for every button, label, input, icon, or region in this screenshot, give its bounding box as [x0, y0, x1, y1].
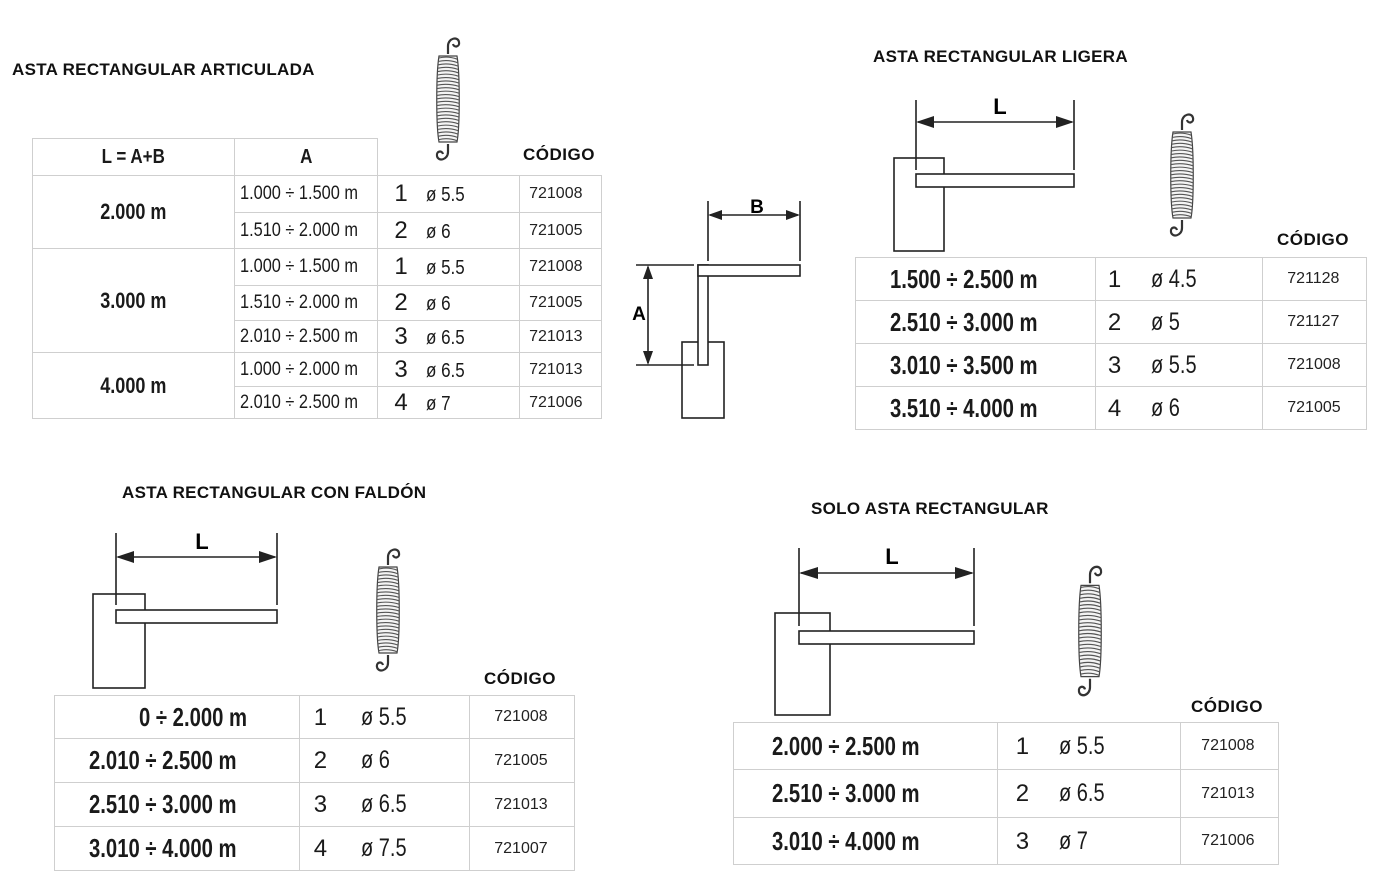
table-row: [856, 387, 1367, 430]
spring-number: 4: [1107, 394, 1122, 422]
diameter-value: ø 6.5: [1059, 779, 1105, 807]
table-row: [33, 353, 602, 387]
diameter-value: ø 6: [361, 746, 391, 774]
ligera-diagram: [890, 90, 1090, 255]
code-value: 721006: [529, 393, 583, 411]
label-l: L: [993, 94, 1007, 119]
label-a: A: [632, 304, 646, 325]
header-l-cell: [33, 139, 235, 176]
table-row: [856, 258, 1367, 301]
table-row: [856, 344, 1367, 387]
spring-number: 3: [394, 322, 408, 350]
label-b: B: [750, 197, 764, 218]
range-value: 2.510 ÷ 3.000 m: [89, 789, 237, 819]
spring-number: 4: [394, 388, 408, 416]
spring-number: 1: [1015, 732, 1030, 760]
label-l: L: [885, 544, 899, 569]
range-value: 1.000 ÷ 1.500 m: [240, 256, 359, 277]
diameter-value: ø 6: [1151, 393, 1181, 422]
range-value: 1.510 ÷ 2.000 m: [240, 219, 359, 241]
length-value: 2.000 m: [100, 199, 167, 224]
range-value: 2.000 ÷ 2.500 m: [772, 730, 920, 761]
code-value: 721005: [529, 294, 583, 311]
table-row: [55, 783, 575, 827]
ligera-title: ASTA RECTANGULAR LIGERA: [873, 47, 1128, 66]
code-value: 721013: [494, 795, 548, 813]
code-value: 721008: [1201, 737, 1255, 754]
faldon-title: ASTA RECTANGULAR CON FALDÓN: [122, 483, 427, 502]
ligera-codigo-label: CÓDIGO: [1277, 230, 1349, 249]
spring-icon: [1072, 562, 1108, 700]
code-value: 721005: [529, 221, 583, 239]
spring-number: 2: [394, 289, 408, 316]
diameter-value: ø 5.5: [425, 184, 465, 206]
code-value: 721007: [494, 839, 548, 857]
range-value: 2.010 ÷ 2.500 m: [240, 325, 359, 347]
range-value: 0 ÷ 2.000 m: [139, 701, 248, 732]
articulada-codigo-label: CÓDIGO: [523, 145, 595, 164]
table-row: [856, 301, 1367, 344]
diameter-value: ø 6: [425, 293, 451, 315]
diameter-value: ø 5.5: [361, 702, 407, 731]
spring-number: 2: [1015, 780, 1030, 807]
range-value: 1.000 ÷ 1.500 m: [240, 183, 359, 204]
code-value: 721127: [1287, 313, 1340, 330]
table-row: [734, 770, 1279, 818]
spring-number: 1: [313, 703, 328, 731]
spring-number: 1: [394, 253, 408, 280]
diameter-value: ø 6: [425, 220, 451, 243]
header-a: A: [300, 145, 313, 168]
code-value: 721013: [529, 327, 583, 345]
header-l: L = A+B: [101, 145, 166, 168]
solo-diagram: [770, 540, 980, 720]
range-value: 2.010 ÷ 2.500 m: [89, 745, 237, 775]
length-value: 4.000 m: [100, 372, 167, 398]
range-value: 1.500 ÷ 2.500 m: [890, 263, 1038, 294]
length-value: 3.000 m: [100, 287, 167, 313]
code-value: 721008: [529, 258, 583, 275]
range-value: 2.510 ÷ 3.000 m: [772, 778, 920, 808]
solo-codigo-label: CÓDIGO: [1191, 697, 1263, 716]
ligera-table: [855, 257, 1367, 430]
spring-number: 1: [394, 180, 408, 207]
diameter-value: ø 4.5: [1151, 264, 1197, 293]
range-value: 2.510 ÷ 3.000 m: [890, 306, 1038, 337]
diameter-value: ø 7: [1059, 826, 1088, 855]
code-value: 721013: [529, 360, 583, 378]
spring-number: 1: [1107, 265, 1122, 293]
code-value: 721128: [1287, 270, 1340, 287]
spring-number: 3: [1015, 827, 1030, 855]
range-value: 1.510 ÷ 2.000 m: [240, 292, 359, 313]
code-value: 721008: [529, 185, 583, 202]
label-l: L: [195, 529, 209, 554]
spring-icon: [1164, 110, 1200, 240]
code-value: 721006: [1201, 832, 1255, 849]
solo-title: SOLO ASTA RECTANGULAR: [811, 499, 1049, 518]
spring-number: 2: [394, 216, 408, 244]
solo-table: [733, 722, 1279, 865]
diameter-value: ø 6.5: [425, 326, 465, 349]
table-row: [734, 818, 1279, 865]
length-cell: [33, 353, 235, 419]
spring-number: 2: [313, 747, 328, 774]
diameter-value: ø 7.5: [361, 834, 407, 862]
spring-number: 3: [1107, 351, 1122, 379]
table-row: [734, 723, 1279, 770]
range-value: 1.000 ÷ 2.000 m: [240, 358, 359, 380]
faldon-codigo-label: CÓDIGO: [484, 669, 556, 688]
diameter-value: ø 5.5: [1059, 731, 1105, 760]
articulada-table: [32, 138, 602, 419]
diameter-value: ø 6.5: [425, 359, 465, 382]
length-cell: [33, 176, 235, 249]
spring-icon: [370, 545, 406, 675]
spring-number: 3: [394, 355, 408, 383]
range-value: 3.010 ÷ 4.000 m: [89, 833, 237, 863]
range-value: 3.010 ÷ 4.000 m: [772, 825, 920, 856]
length-cell: [33, 249, 235, 353]
faldon-diagram: [88, 525, 288, 695]
diameter-value: ø 6.5: [361, 790, 407, 818]
diameter-value: ø 5.5: [425, 257, 465, 279]
range-value: 2.010 ÷ 2.500 m: [240, 391, 359, 413]
spring-number: 2: [1107, 308, 1122, 336]
range-value: 3.010 ÷ 3.500 m: [890, 349, 1038, 380]
table-row: [33, 249, 602, 286]
code-value: 721005: [1287, 399, 1341, 416]
range-value: 3.510 ÷ 4.000 m: [890, 392, 1038, 423]
table-row: [55, 827, 575, 871]
diameter-value: ø 5: [1151, 307, 1181, 336]
code-value: 721008: [494, 708, 548, 725]
articulada-title: ASTA RECTANGULAR ARTICULADA: [12, 60, 315, 79]
articulada-diagram: [630, 195, 810, 425]
diameter-value: ø 7: [425, 392, 451, 415]
code-value: 721005: [494, 751, 548, 769]
code-value: 721013: [1201, 784, 1255, 802]
code-value: 721008: [1287, 356, 1341, 373]
diameter-value: ø 5.5: [1151, 350, 1197, 379]
spring-number: 3: [313, 791, 328, 818]
table-row: [33, 176, 602, 213]
table-row: [55, 696, 575, 739]
header-a-cell: [235, 139, 378, 176]
table-row: [55, 739, 575, 783]
faldon-table: [54, 695, 575, 871]
spring-number: 4: [313, 835, 328, 862]
